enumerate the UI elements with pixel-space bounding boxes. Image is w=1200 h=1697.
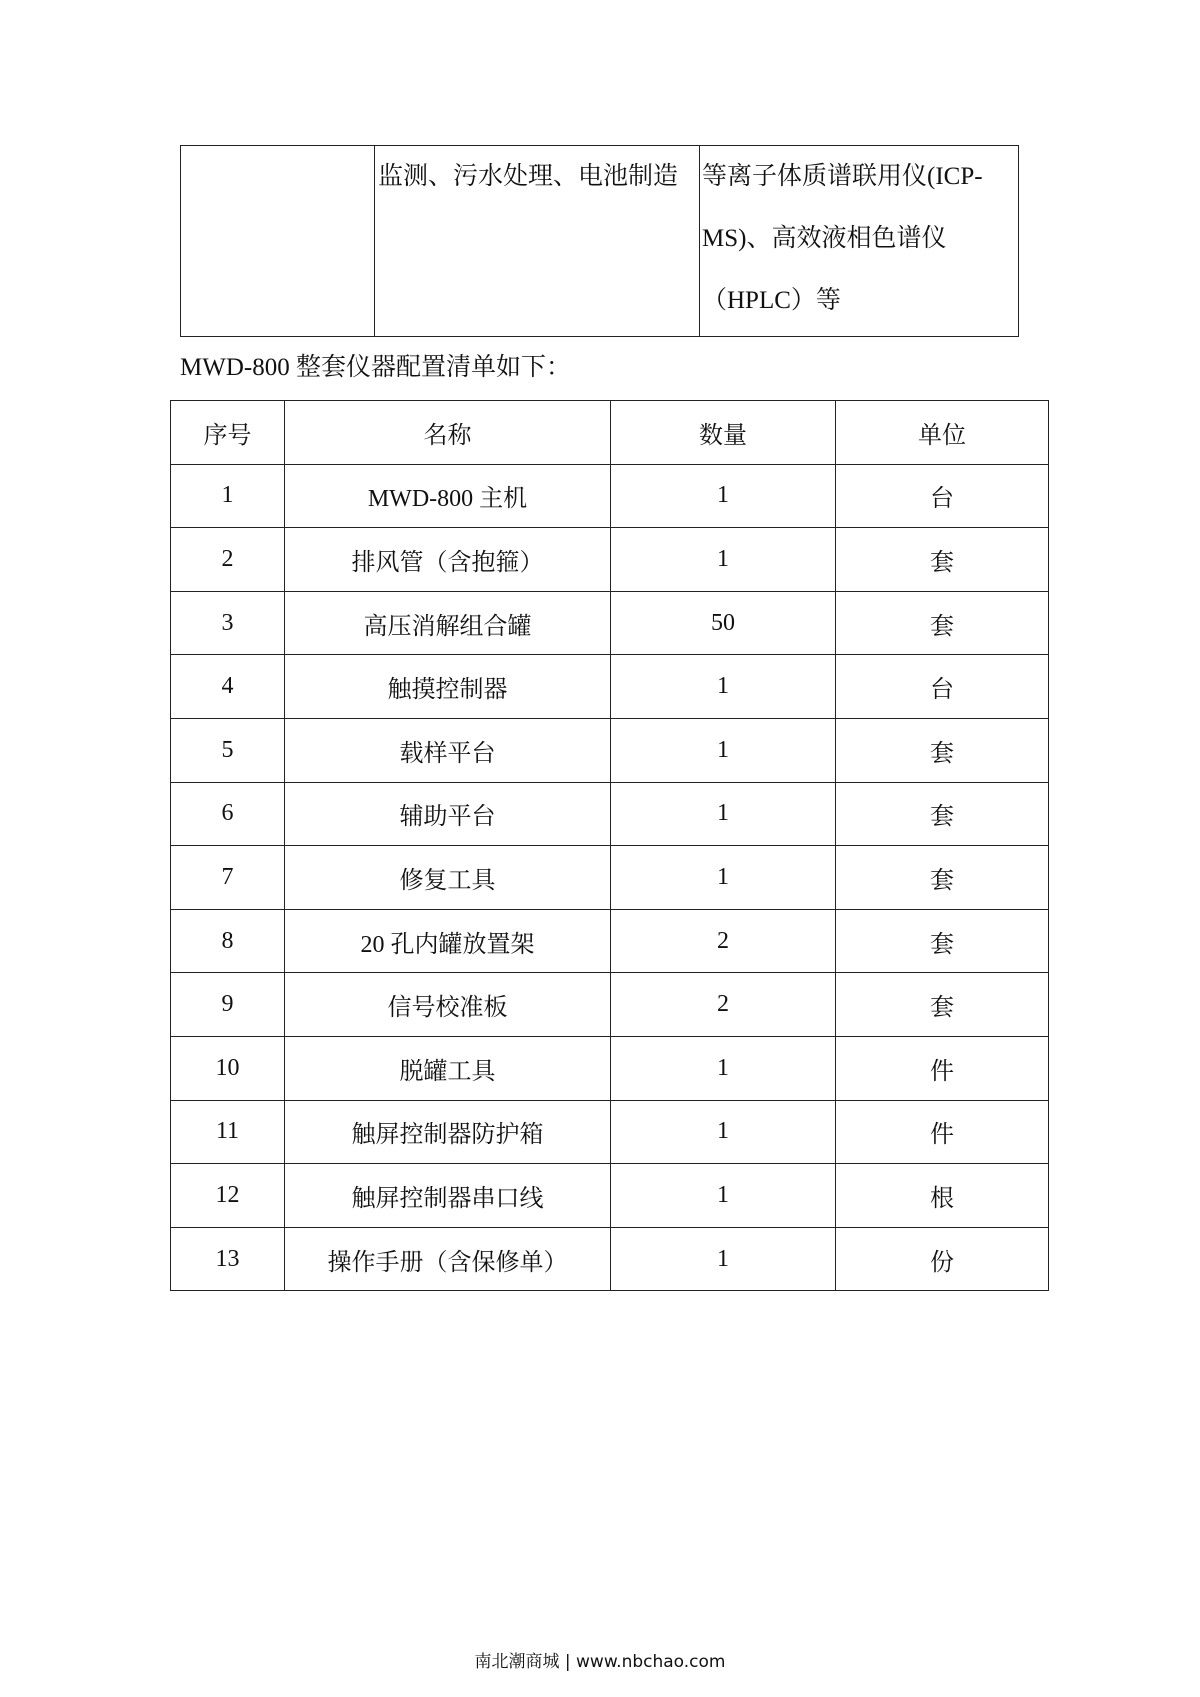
unit-cell: 套 bbox=[836, 718, 1049, 782]
table-row bbox=[181, 146, 1019, 337]
unit-cell: 份 bbox=[836, 1227, 1049, 1291]
name-cell: 排风管（含抱箍） bbox=[285, 528, 611, 592]
unit-cell: 套 bbox=[836, 909, 1049, 973]
unit-cell: 套 bbox=[836, 782, 1049, 846]
continued-table bbox=[180, 145, 1019, 337]
name-cell: MWD-800 主机 bbox=[285, 464, 611, 528]
quantity-cell: 2 bbox=[611, 909, 836, 973]
index-cell: 8 bbox=[171, 909, 285, 973]
quantity-cell: 1 bbox=[611, 1164, 836, 1228]
name-cell: 高压消解组合罐 bbox=[285, 591, 611, 655]
quantity-cell: 1 bbox=[611, 718, 836, 782]
table-row bbox=[171, 973, 1049, 1037]
quantity-cell: 1 bbox=[611, 846, 836, 910]
quantity-cell: 1 bbox=[611, 655, 836, 719]
table-row bbox=[171, 782, 1049, 846]
instruments-cell: 等离子体质谱联用仪(ICP-MS)、高效液相色谱仪（HPLC）等 bbox=[700, 146, 1019, 337]
index-cell: 2 bbox=[171, 528, 285, 592]
table-row bbox=[171, 655, 1049, 719]
quantity-cell: 1 bbox=[611, 782, 836, 846]
table-row bbox=[171, 464, 1049, 528]
table-row bbox=[171, 528, 1049, 592]
name-cell: 脱罐工具 bbox=[285, 1036, 611, 1100]
quantity-cell: 1 bbox=[611, 1227, 836, 1291]
index-cell: 3 bbox=[171, 591, 285, 655]
index-cell: 12 bbox=[171, 1164, 285, 1228]
table-row bbox=[171, 718, 1049, 782]
table-row bbox=[171, 1036, 1049, 1100]
quantity-cell: 1 bbox=[611, 1036, 836, 1100]
unit-cell: 件 bbox=[836, 1100, 1049, 1164]
footer-watermark: 南北潮商城 | www.nbchao.com bbox=[474, 1652, 726, 1672]
name-cell: 载样平台 bbox=[285, 718, 611, 782]
name-cell: 辅助平台 bbox=[285, 782, 611, 846]
index-cell: 11 bbox=[171, 1100, 285, 1164]
index-cell: 1 bbox=[171, 464, 285, 528]
unit-cell: 套 bbox=[836, 591, 1049, 655]
table-row bbox=[171, 909, 1049, 973]
unit-cell: 套 bbox=[836, 528, 1049, 592]
table-row bbox=[171, 1227, 1049, 1291]
index-cell: 4 bbox=[171, 655, 285, 719]
unit-cell: 根 bbox=[836, 1164, 1049, 1228]
quantity-cell: 1 bbox=[611, 464, 836, 528]
name-cell: 信号校准板 bbox=[285, 973, 611, 1037]
name-cell: 20 孔内罐放置架 bbox=[285, 909, 611, 973]
index-cell: 9 bbox=[171, 973, 285, 1037]
table-row bbox=[171, 1164, 1049, 1228]
unit-cell: 套 bbox=[836, 846, 1049, 910]
name-cell: 触屏控制器防护箱 bbox=[285, 1100, 611, 1164]
table-row bbox=[171, 1100, 1049, 1164]
quantity-cell: 数量 bbox=[611, 401, 836, 465]
name-cell: 修复工具 bbox=[285, 846, 611, 910]
unit-cell: 单位 bbox=[836, 401, 1049, 465]
quantity-cell: 50 bbox=[611, 591, 836, 655]
application-field-cell: 监测、污水处理、电池制造 bbox=[375, 146, 700, 337]
name-cell: 触摸控制器 bbox=[285, 655, 611, 719]
table-row bbox=[171, 846, 1049, 910]
table-row bbox=[171, 591, 1049, 655]
index-cell: 序号 bbox=[171, 401, 285, 465]
header-row bbox=[171, 401, 1049, 465]
unit-cell: 台 bbox=[836, 655, 1049, 719]
index-cell: 6 bbox=[171, 782, 285, 846]
name-cell: 触屏控制器串口线 bbox=[285, 1164, 611, 1228]
unit-cell: 套 bbox=[836, 973, 1049, 1037]
index-cell: 5 bbox=[171, 718, 285, 782]
index-cell: 7 bbox=[171, 846, 285, 910]
name-cell: 名称 bbox=[285, 401, 611, 465]
table-cell bbox=[181, 146, 375, 337]
index-cell: 13 bbox=[171, 1227, 285, 1291]
name-cell: 操作手册（含保修单） bbox=[285, 1227, 611, 1291]
quantity-cell: 1 bbox=[611, 528, 836, 592]
unit-cell: 台 bbox=[836, 464, 1049, 528]
index-cell: 10 bbox=[171, 1036, 285, 1100]
unit-cell: 件 bbox=[836, 1036, 1049, 1100]
quantity-cell: 2 bbox=[611, 973, 836, 1037]
table-caption: MWD-800 整套仪器配置清单如下： bbox=[180, 354, 571, 381]
configuration-table bbox=[170, 400, 1049, 1291]
quantity-cell: 1 bbox=[611, 1100, 836, 1164]
